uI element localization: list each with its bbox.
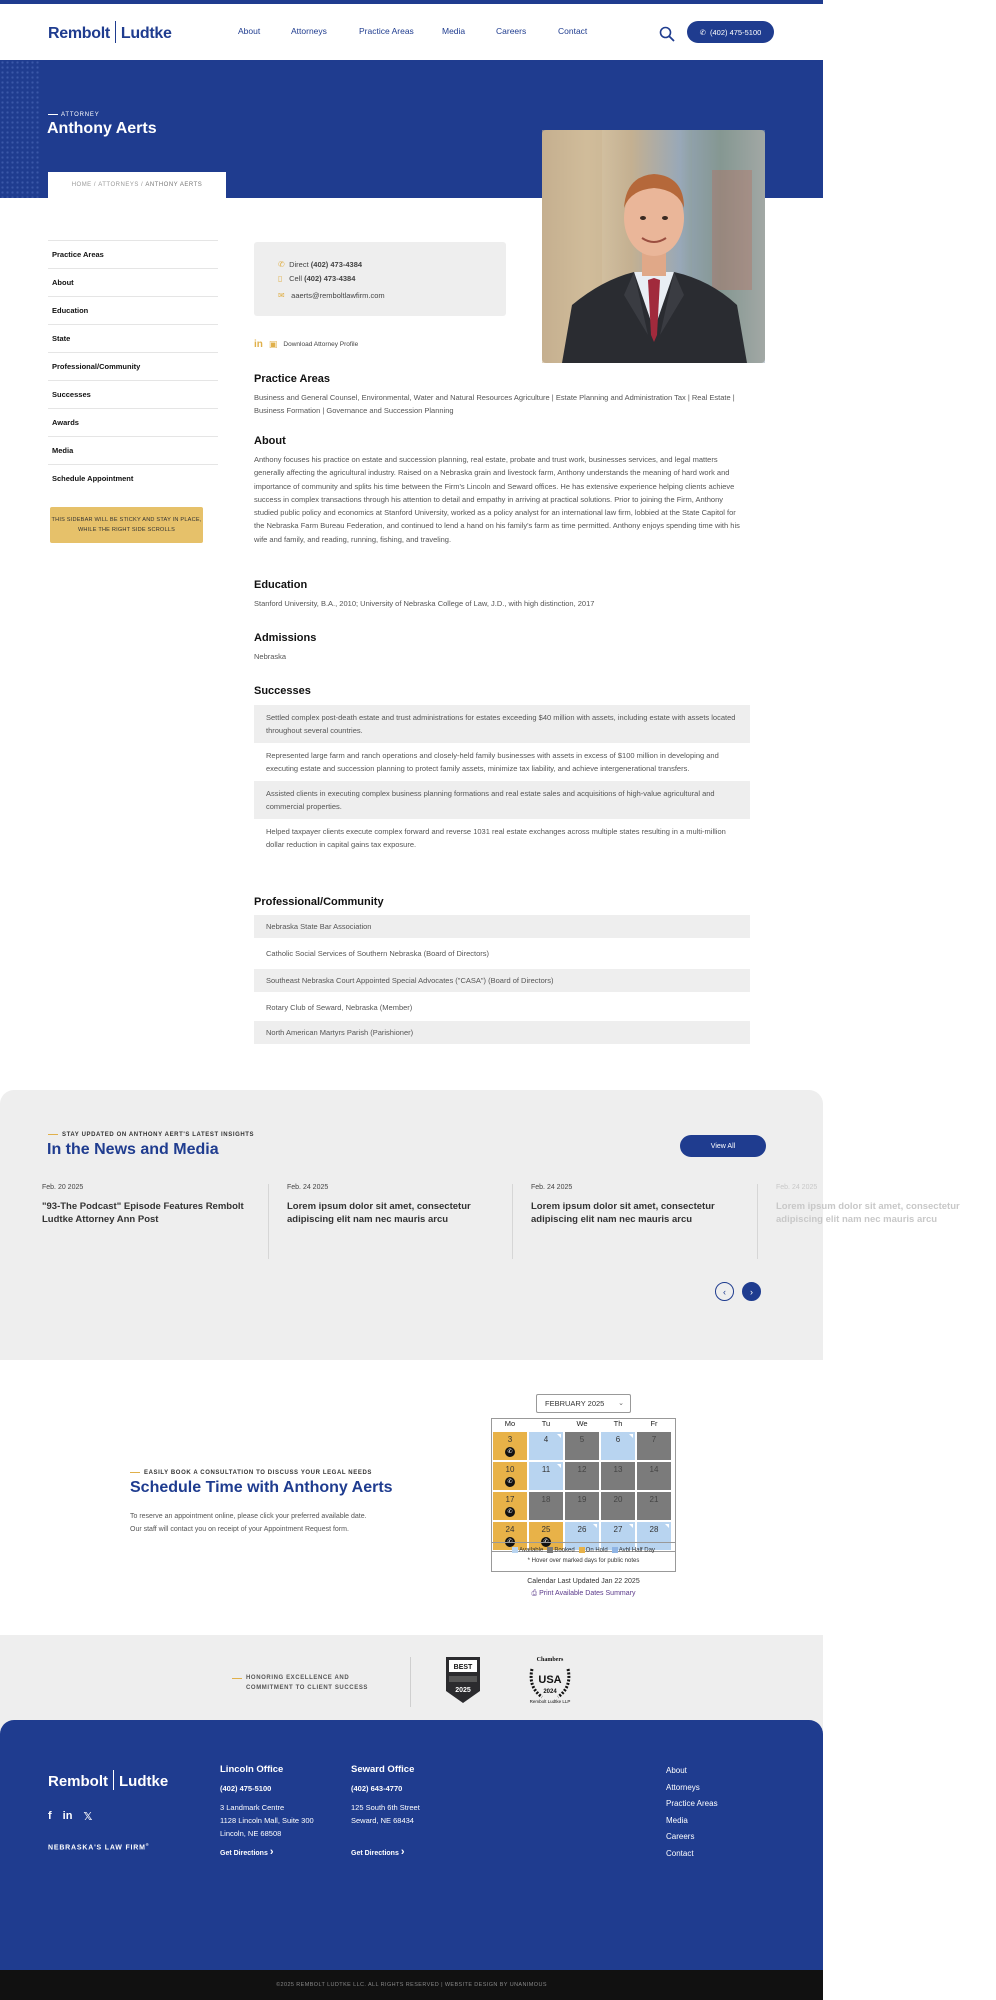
nav-about[interactable]: About: [238, 26, 261, 36]
office-phone[interactable]: (402) 643-4770: [351, 1784, 403, 1793]
email-icon: ✉: [278, 291, 285, 300]
svg-text:Chambers: Chambers: [536, 1657, 564, 1663]
linkedin-icon[interactable]: in: [254, 339, 263, 350]
mobile-icon: ▯: [278, 274, 283, 283]
sidebar-item-media[interactable]: Media: [48, 436, 218, 464]
nav-careers[interactable]: Careers: [496, 26, 527, 36]
news-date: Feb. 24 2025: [776, 1184, 818, 1191]
about-text: Anthony focuses his practice on estate and succession planning, real estate, probate and trust work, businesses services, and legal matters generally affecting the agricultural industry. Raised on a Nebraska grain and livestock farm, Anthony understands the meaning of hard work and importance of community and splits his time between the Firm's Lincoln and Seward offices. He has extensive experience helping clients achieve success in complex transactions through his attention to detail and empathy in arriving at practical solutions. Prior to joining the Firm, Anthony studied public policy and economics at Stanford University, worked as a policy analyst for an international law firm, lobbied at the State Capitol for the Nebraska Farm Bureau Federation, and continued to lend a hand on his family's farm as time permitted. Anthony enjoys spending time with his wife and family, and reading, running, fishing, and traveling.: [254, 455, 740, 544]
site-header: [0, 4, 823, 60]
legend-swatch: [547, 1547, 553, 1553]
news-date: Feb. 20 2025: [42, 1184, 84, 1191]
honors-text: HONORING EXCELLENCE AND COMMITMENT TO CLIENT SUCCESS: [246, 1675, 369, 1691]
download-profile-link[interactable]: Download Attorney Profile: [283, 341, 359, 348]
email-link[interactable]: aaerts@remboltlawfirm.com: [291, 291, 385, 300]
sidebar-item-education[interactable]: Education: [48, 296, 218, 324]
schedule-eyebrow: EASILY BOOK A CONSULTATION TO DISCUSS YOUR LEGAL NEEDS: [130, 1470, 372, 1476]
news-headline: Lorem ipsum dolor sit amet, consectetur adipiscing elit nam nec mauris arcu: [531, 1201, 715, 1225]
section-title: Education: [254, 579, 308, 591]
nav-media[interactable]: Media: [442, 26, 466, 36]
facebook-icon[interactable]: f: [48, 1810, 52, 1822]
news-date: Feb. 24 2025: [287, 1184, 329, 1191]
section-title: Successes: [254, 685, 311, 697]
half-day-marker: [557, 1464, 561, 1468]
footer-link-attorneys[interactable]: Attorneys: [666, 1782, 700, 1792]
calendar-day[interactable]: 3 ✆: [493, 1432, 527, 1460]
office-title: Lincoln Office: [220, 1764, 284, 1775]
news-eyebrow: STAY UPDATED ON ANTHONY AERT'S LATEST INSIGHTS: [48, 1132, 254, 1138]
hero-eyebrow: ATTORNEY: [48, 112, 100, 118]
contact-card: ✆ Direct (402) 473-4384 ▯ Cell (402) 473-4384 ✉ aaerts@remboltlawfirm.com: [254, 242, 506, 316]
chevron-right-icon: ›: [400, 1846, 405, 1858]
calendar-day[interactable]: 10 ✆: [493, 1462, 527, 1490]
chambers-badge: [520, 1653, 580, 1707]
calendar-day[interactable]: 27: [601, 1522, 635, 1550]
community-item: Nebraska State Bar Association: [254, 915, 750, 938]
practice-areas-section: [254, 373, 746, 418]
about-section: [254, 435, 746, 546]
news-title: In the News and Media: [47, 1141, 219, 1158]
sidebar-item-practice-areas[interactable]: Practice Areas: [48, 240, 218, 268]
chevron-left-icon: ‹: [723, 1286, 726, 1297]
calendar-day[interactable]: 6: [601, 1432, 635, 1460]
sidebar-item-about[interactable]: About: [48, 268, 218, 296]
nav-contact[interactable]: Contact: [558, 26, 588, 36]
phone-icon: ✆: [699, 27, 706, 37]
footer-link-contact[interactable]: Contact: [666, 1848, 694, 1858]
breadcrumb-home[interactable]: HOME: [71, 182, 92, 188]
chevron-down-icon: ⌄: [618, 1400, 624, 1407]
legend-swatch: [512, 1547, 518, 1553]
phone-icon: ✆: [541, 1537, 551, 1547]
breadcrumb-current: ANTHONY AERTS: [145, 182, 203, 188]
sidebar-nav: [48, 240, 218, 492]
phone-icon: ✆: [505, 1447, 515, 1457]
calendar-day[interactable]: 24 ✆: [493, 1522, 527, 1550]
education-text: Stanford University, B.A., 2010; University of Nebraska College of Law, J.D., with high distinction, 2017: [254, 599, 595, 608]
carousel-next-button[interactable]: [742, 1282, 761, 1301]
portrait-illustration: [542, 130, 765, 363]
news-card[interactable]: [512, 1184, 756, 1259]
calendar-day: 19: [565, 1492, 599, 1520]
successes-section: [254, 685, 750, 857]
calendar-week-row: [492, 1491, 675, 1521]
office-phone[interactable]: (402) 475-5100: [220, 1784, 272, 1793]
success-item: Assisted clients in executing complex business planning formations and real estate sales and acquisitions of high-value agricultural and commercial properties.: [254, 781, 750, 819]
seward-office: Seward Office (402) 643-4770 125 South 6th Street Seward, NE 68434 Get Directions ›: [351, 1764, 420, 1858]
footer-logo[interactable]: Rembolt Ludtke: [48, 1772, 168, 1792]
divider: [410, 1657, 411, 1707]
carousel-prev-button[interactable]: [715, 1282, 734, 1301]
calendar-day: 5: [565, 1432, 599, 1460]
social-links: [48, 1810, 92, 1823]
calendar-day: 13: [601, 1462, 635, 1490]
half-day-marker: [557, 1434, 561, 1438]
calendar-day[interactable]: 25 ✆: [529, 1522, 563, 1550]
footer-link-media[interactable]: Media: [666, 1815, 688, 1825]
phone-icon: ✆: [505, 1537, 515, 1547]
cell-phone-link[interactable]: (402) 473-4384: [304, 274, 356, 283]
success-item: Settled complex post-death estate and trust administrations for estates exceeding $40 million with assets, including estate with assets located throughout several countries.: [254, 705, 750, 743]
printer-icon: ⎙: [531, 1590, 538, 1597]
schedule-title: Schedule Time with Anthony Aerts: [130, 1479, 393, 1496]
section-title: About: [254, 435, 286, 447]
half-day-marker: [593, 1524, 597, 1528]
breadcrumb: HOME / ATTORNEYS / ANTHONY AERTS: [48, 172, 226, 198]
lincoln-office: Lincoln Office (402) 475-5100 3 Landmark Centre 1128 Lincoln Mall, Suite 300 Lincoln, NE 68508 Get Directions ›: [220, 1764, 314, 1858]
legend-swatch: [579, 1547, 585, 1553]
hover-note: * Hover over marked days for public notes: [527, 1557, 640, 1564]
chevron-right-icon: ›: [269, 1846, 274, 1858]
dot-pattern: [0, 60, 40, 198]
community-section: [254, 896, 750, 1044]
calendar-day[interactable]: 28: [637, 1522, 671, 1550]
page-title: Anthony Aerts: [47, 120, 157, 137]
sidebar-item-schedule-appointment[interactable]: Schedule Appointment: [48, 464, 218, 492]
honors-strip: [0, 1635, 823, 1730]
community-item: North American Martyrs Parish (Parishioner): [254, 1021, 750, 1044]
calendar-week-row: [492, 1431, 675, 1461]
section-title: Admissions: [254, 632, 317, 644]
linkedin-icon[interactable]: in: [62, 1810, 73, 1822]
print-summary-link[interactable]: ⎙ Print Available Dates Summary: [531, 1590, 636, 1597]
calendar-day: 20: [601, 1492, 635, 1520]
sidebar-item-awards[interactable]: Awards: [48, 408, 218, 436]
calendar-legend: Available Booked On Hold Avbl Half Day * Hover over marked days for public notes: [491, 1542, 676, 1572]
legend-swatch: [612, 1547, 618, 1553]
news-section: [0, 1090, 960, 1360]
schedule-description: To reserve an appointment online, please click your preferred available date. Our staff will contact you on receipt of your Appointment Request form.: [130, 1513, 367, 1533]
best-lawyers-badge: [443, 1655, 483, 1705]
section-title: Professional/Community: [254, 896, 384, 908]
search-icon[interactable]: [659, 26, 675, 42]
svg-text:2025: 2025: [455, 1687, 471, 1694]
half-day-marker: [629, 1434, 633, 1438]
news-date: Feb. 24 2025: [531, 1184, 573, 1191]
footer-tagline: NEBRASKA'S LAW FIRM®: [48, 1842, 150, 1852]
calendar-day: 21: [637, 1492, 671, 1520]
lincoln-directions-link[interactable]: Get Directions ›: [220, 1846, 274, 1858]
sidebar-item-professional-community[interactable]: Professional/Community: [48, 352, 218, 380]
copyright-bar: ©2025 REMBOLT LUDTKE LLC. ALL RIGHTS RESERVED | WEBSITE DESIGN BY UNANIMOUS: [0, 1970, 823, 2000]
education-section: [254, 579, 746, 610]
x-twitter-icon[interactable]: 𝕏: [83, 1811, 93, 1823]
half-day-marker: [665, 1524, 669, 1528]
svg-text:BEST: BEST: [453, 1664, 473, 1671]
calendar-day: 7: [637, 1432, 671, 1460]
footer-links: [666, 1763, 718, 1862]
direct-phone-link[interactable]: (402) 473-4384: [310, 260, 363, 269]
calendar-day: 12: [565, 1462, 599, 1490]
calendar-day[interactable]: 4: [529, 1432, 563, 1460]
calendar-day[interactable]: 17 ✆: [493, 1492, 527, 1520]
calendar-day: 14: [637, 1462, 671, 1490]
calendar-week-row: [492, 1461, 675, 1491]
svg-text:USA: USA: [538, 1674, 562, 1686]
availability-calendar: [491, 1418, 676, 1552]
header-phone-button[interactable]: ✆ (402) 475-5100: [687, 21, 774, 43]
id-card-icon[interactable]: ▣: [268, 339, 278, 349]
footer-link-careers[interactable]: Careers: [666, 1832, 695, 1841]
site-logo[interactable]: Rembolt Ludtke: [48, 23, 172, 45]
profile-links: [254, 339, 358, 350]
news-headline: Lorem ipsum dolor sit amet, consectetur adipiscing elit nam nec mauris arcu: [776, 1201, 960, 1225]
calendar-day: 18: [529, 1492, 563, 1520]
sidebar-item-state[interactable]: State: [48, 324, 218, 352]
calendar-weekday-header: Mo Tu We Th Fr: [504, 1419, 658, 1428]
practice-areas-text: Business and General Counsel, Environmental, Water and Natural Resources Agriculture | Estate Planning and Administration Tax | Real Estate | Business Formation | Governance and Succession Planning: [254, 393, 735, 416]
news-card-partial[interactable]: [757, 1184, 960, 1259]
half-day-marker: [629, 1524, 633, 1528]
footer-link-about[interactable]: About: [666, 1766, 687, 1775]
chevron-right-icon: ›: [750, 1286, 753, 1297]
community-item: Southeast Nebraska Court Appointed Special Advocates ("CASA") (Board of Directors): [254, 969, 750, 992]
calendar-day[interactable]: 11: [529, 1462, 563, 1490]
seward-directions-link[interactable]: Get Directions ›: [351, 1846, 405, 1858]
calendar-day[interactable]: 26: [565, 1522, 599, 1550]
phone-icon: ✆: [505, 1507, 515, 1517]
sidebar-item-successes[interactable]: Successes: [48, 380, 218, 408]
news-headline: Lorem ipsum dolor sit amet, consectetur adipiscing elit nam nec mauris arcu: [287, 1201, 471, 1225]
phone-icon: ✆: [278, 260, 285, 269]
news-headline: "93-The Podcast" Episode Features Rembolt Ludtke Attorney Ann Post: [42, 1201, 244, 1225]
sidebar-sticky-note: THIS SIDEBAR WILL BE STICKY AND STAY IN PLACE, WHILE THE RIGHT SIDE SCROLLS: [50, 507, 203, 543]
month-select[interactable]: FEBRUARY 2025 ⌄: [536, 1394, 631, 1413]
site-footer: [0, 1720, 823, 1970]
phone-icon: ✆: [505, 1477, 515, 1487]
calendar-updated: Calendar Last Updated Jan 22 2025: [527, 1578, 640, 1585]
success-item: Represented large farm and ranch operations and closely-held family businesses with assets in excess of $100 million in developing and executing estate and succession planning to protect family assets, minimize tax liability, and achieve intergenerational transfers.: [266, 751, 719, 773]
community-item: Catholic Social Services of Southern Nebraska (Board of Directors): [266, 949, 490, 958]
svg-text:Rembolt Ludtke LLP: Rembolt Ludtke LLP: [529, 1699, 571, 1704]
attorney-photo: [542, 130, 765, 363]
nav-attorneys[interactable]: Attorneys: [291, 26, 327, 36]
admissions-section: [254, 632, 746, 663]
news-card[interactable]: [268, 1184, 512, 1259]
admissions-text: Nebraska: [254, 652, 287, 661]
svg-text:2024: 2024: [543, 1689, 557, 1695]
view-all-button[interactable]: View All: [680, 1135, 766, 1157]
schedule-section: [0, 1360, 823, 1635]
breadcrumb-attorneys[interactable]: ATTORNEYS: [98, 182, 139, 188]
news-card[interactable]: [42, 1184, 262, 1259]
footer-link-practice-areas[interactable]: Practice Areas: [666, 1799, 718, 1808]
success-item: Helped taxpayer clients execute complex forward and reverse 1031 real estate exchanges across multiple states resulting in a multi-million dollar reduction in capital gains tax exposure.: [266, 827, 726, 849]
section-title: Practice Areas: [254, 373, 331, 385]
nav-practice-areas[interactable]: Practice Areas: [359, 26, 414, 36]
community-item: Rotary Club of Seward, Nebraska (Member): [266, 1003, 413, 1012]
office-title: Seward Office: [351, 1764, 415, 1775]
